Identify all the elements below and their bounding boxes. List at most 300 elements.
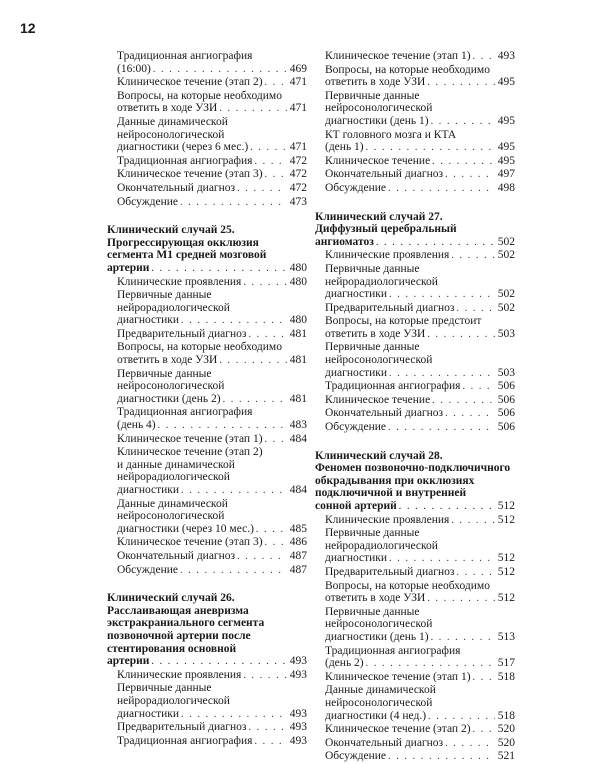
toc-page-number: 480 [289, 314, 307, 327]
toc-entry-text: Клиническое течение (этап 3) [117, 168, 263, 181]
toc-page-number: 502 [497, 301, 515, 314]
toc-entry-row [117, 276, 307, 290]
toc-entry-row [117, 155, 307, 169]
toc-entry-row [325, 737, 515, 751]
toc-entry [325, 64, 515, 90]
toc-entry-row [117, 721, 307, 735]
dot-leader [451, 250, 495, 263]
toc-entry-row [325, 750, 515, 764]
toc-page-number: 512 [497, 565, 515, 578]
toc-page-number: 506 [497, 393, 515, 406]
toc-entry-text: Первичные данные [117, 367, 212, 380]
dot-leader [180, 565, 287, 578]
toc-page-number: 481 [289, 327, 307, 340]
toc-page-number: 487 [289, 549, 307, 562]
toc-entry-text: нейросонологической [117, 128, 225, 141]
toc-entry-text: нейрорадиологической [325, 275, 438, 288]
toc-entry-text: нейросонологической [325, 696, 433, 709]
toc-page-number: 497 [497, 168, 515, 181]
toc-entry-text: Вопросы, на которые необходимо [325, 63, 490, 76]
toc-page-number: 473 [289, 195, 307, 208]
dot-leader [473, 724, 495, 737]
toc-entry [325, 263, 515, 302]
toc-entry [117, 550, 307, 564]
toc-entry-text: Обсуждение [117, 195, 179, 208]
toc-entry-row [325, 407, 515, 421]
toc-entry-text: диагностики (день 1) [325, 630, 429, 643]
toc-entry-text: сонной артерий [315, 500, 397, 512]
toc-page-number: 512 [497, 513, 515, 526]
toc-entry-text: Первичные данные [117, 682, 212, 695]
toc-entry [325, 90, 515, 129]
toc-entry [117, 669, 307, 683]
toc-entry-text: диагностики [325, 552, 388, 565]
toc-entry-text: нейрорадиологической [117, 301, 230, 314]
toc-page-number: 512 [497, 592, 515, 605]
toc-case-heading [315, 211, 515, 250]
toc-page-number: 502 [497, 235, 515, 248]
dot-leader [376, 237, 495, 250]
toc-page-number: 512 [497, 552, 515, 565]
toc-entry-row [325, 328, 515, 342]
toc-page-number: 484 [289, 432, 307, 445]
toc-entry-row [117, 669, 307, 683]
dot-leader [445, 169, 495, 182]
toc-page-number: 472 [289, 168, 307, 181]
toc-entry-text: Окончательный диагноз [325, 407, 444, 420]
toc-entry [117, 498, 307, 537]
dot-leader [237, 183, 287, 196]
toc-left-column [107, 50, 307, 748]
toc-entry-text: Вопросы, на которые предстоит [325, 315, 482, 328]
toc-entry-text: ответить в ходе УЗИ [325, 327, 426, 340]
toc-page-number: 517 [497, 657, 515, 670]
toc-entry-row [117, 550, 307, 564]
toc-entry-row [117, 354, 307, 368]
toc-entry-row [325, 671, 515, 685]
toc-entry [117, 168, 307, 182]
toc-entry-text: Вопросы, на которые необходимо [117, 89, 282, 102]
toc-entry-text: Вопросы, на которые необходимо [117, 341, 282, 354]
dot-leader [388, 751, 495, 764]
toc-entry [117, 446, 307, 497]
toc-entry [325, 315, 515, 341]
toc-entry-text: Окончательный диагноз [325, 168, 444, 181]
toc-entry-text: Обсуждение [325, 750, 387, 763]
toc-entry [325, 341, 515, 380]
toc-entry-text: Феномен позвоночно-подключичного [315, 462, 511, 475]
toc-entry-text: подключичной и внутренней [315, 487, 467, 500]
toc-entry-row [117, 419, 307, 433]
dot-leader [445, 738, 495, 751]
toc-entry-text: артерии [107, 655, 150, 668]
toc-entry-row [117, 536, 307, 550]
toc-page-number: 493 [289, 721, 307, 734]
toc-entry-row [117, 328, 307, 342]
toc-entry-text: нейрорадиологической [117, 471, 230, 484]
toc-entry [117, 76, 307, 90]
toc-entry-text: КТ головного мозга и КТА [325, 128, 457, 141]
dot-leader [432, 156, 495, 169]
toc-entry-text: Предварительный диагноз [117, 721, 247, 734]
toc-entry-text: нейросонологической [325, 618, 433, 631]
toc-page-number: 493 [289, 734, 307, 747]
dot-leader [473, 672, 495, 685]
toc-page-number: 485 [289, 522, 307, 535]
toc-page-number: 520 [497, 723, 515, 736]
toc-entry [117, 536, 307, 550]
toc-entry-row [325, 710, 515, 724]
toc-entry-text: обкрадывания при окклюзиях [315, 474, 475, 487]
toc-entry-row [325, 514, 515, 528]
toc-entry-text: диагностики [117, 314, 180, 327]
dot-leader [181, 485, 287, 498]
toc-entry-text: Диффузный церебральный [315, 223, 457, 236]
toc-page-number: 481 [289, 392, 307, 405]
toc-entry-text: Традиционная ангиография [117, 406, 253, 419]
toc-page-number: 520 [497, 736, 515, 749]
dot-leader [427, 329, 495, 342]
toc-entry-text: диагностики (4 нед.) [325, 709, 427, 722]
dot-leader [181, 709, 287, 722]
toc-entry-text: диагностики [325, 288, 388, 301]
toc-entry [117, 90, 307, 116]
toc-entry [325, 684, 515, 723]
toc-entry-text: Окончательный диагноз [117, 549, 236, 562]
toc-page-number: 471 [289, 102, 307, 115]
dot-leader [254, 736, 287, 749]
toc-entry-text: Предварительный диагноз [117, 327, 247, 340]
toc-entry [117, 368, 307, 407]
dot-leader [237, 551, 287, 564]
toc-entry-text: и данные динамической [117, 458, 235, 471]
toc-entry [325, 750, 515, 764]
toc-entry-text: нейросонологической [117, 380, 225, 393]
toc-page-number: 506 [497, 407, 515, 420]
toc-entry [117, 682, 307, 721]
toc-page-number: 503 [497, 327, 515, 340]
dot-leader [462, 381, 495, 394]
toc-entry-text: Обсуждение [325, 181, 387, 194]
toc-entry [117, 116, 307, 155]
toc-entry-text: Окончательный диагноз [325, 736, 444, 749]
toc-entry-text: ответить в ходе УЗИ [117, 354, 218, 367]
dot-leader [456, 567, 495, 580]
toc-page-number: 480 [289, 261, 307, 274]
toc-entry-row [315, 500, 515, 514]
toc-entry-text: ответить в ходе УЗИ [325, 76, 426, 89]
dot-leader [389, 289, 495, 302]
toc-entry [117, 196, 307, 210]
toc-page-number: 502 [497, 288, 515, 301]
toc-entry-row [325, 394, 515, 408]
dot-leader [388, 183, 495, 196]
dot-leader [456, 303, 495, 316]
toc-page-number: 471 [289, 76, 307, 89]
toc-entry-text: ответить в ходе УЗИ [325, 592, 426, 605]
toc-entry [325, 645, 515, 671]
dot-leader [389, 368, 495, 381]
dot-leader [428, 711, 495, 724]
toc-entry-text: Клиническое течение (этап 2) [117, 446, 263, 459]
toc-entry [325, 421, 515, 435]
toc-entry [325, 182, 515, 196]
toc-entry-text: Клинический случай 28. [315, 449, 443, 462]
toc-page-number: 521 [497, 750, 515, 763]
toc-entry-row [325, 155, 515, 169]
toc-entry-text: (день 4) [117, 419, 156, 432]
toc-entry-row [117, 102, 307, 116]
toc-entry-row [325, 380, 515, 394]
dot-leader [427, 593, 495, 606]
toc-entry-row [325, 76, 515, 90]
toc-entry-row [117, 735, 307, 749]
toc-page-number: 495 [497, 141, 515, 154]
toc-entry-row [117, 141, 307, 155]
toc-entry-text: диагностики (день 2) [117, 392, 221, 405]
toc-entry-row [325, 723, 515, 737]
toc-page-number: 495 [497, 154, 515, 167]
toc-entry-text: Клиническое течение (этап 1) [325, 50, 471, 62]
toc-page-number: 495 [497, 114, 515, 127]
toc-entry-text: Прогрессирующая окклюзия [107, 236, 259, 249]
toc-entry [325, 129, 515, 155]
dot-leader [265, 537, 287, 550]
toc-entry [117, 155, 307, 169]
toc-entry-text: нейросонологической [117, 510, 225, 523]
toc-entry-row [117, 708, 307, 722]
toc-entry-text: позвоночной артерии после [107, 629, 251, 642]
toc-entry [117, 289, 307, 328]
toc-entry-text: диагностики [117, 484, 180, 496]
toc-entry [325, 302, 515, 316]
toc-entry-text: (16:00) [117, 62, 151, 75]
toc-entry-text: Окончательный диагноз [117, 181, 236, 194]
toc-entry-row [117, 76, 307, 90]
toc-entry-row [315, 236, 515, 250]
toc-entry-row [117, 523, 307, 537]
dot-leader [431, 116, 495, 129]
toc-entry-row [325, 657, 515, 671]
toc-entry-text: Традиционная ангиография [117, 734, 253, 747]
toc-case-heading [107, 224, 307, 275]
toc-entry [325, 723, 515, 737]
toc-entry-text: Обсуждение [117, 563, 179, 576]
toc-page-number: 506 [497, 421, 515, 434]
toc-entry-text: Клинический случай 26. [107, 592, 235, 605]
dot-leader [445, 408, 495, 421]
toc-entry [325, 380, 515, 394]
toc-entry-text: Клиническое течение (этап 1) [117, 432, 263, 445]
toc-entry [117, 406, 307, 432]
toc-page-number: 480 [289, 275, 307, 288]
toc-entry-row [117, 564, 307, 578]
dot-leader [219, 103, 287, 116]
toc-page-number: 498 [497, 181, 515, 194]
toc-entry [117, 564, 307, 578]
toc-entry-row [325, 182, 515, 196]
dot-leader [248, 329, 287, 342]
dot-leader [151, 263, 287, 276]
dot-leader [399, 501, 495, 514]
toc-page-number: 487 [289, 563, 307, 576]
toc-page-number: 506 [497, 380, 515, 393]
toc-entry [325, 566, 515, 580]
dot-leader [432, 395, 495, 408]
toc-entry-text: стентирования основной [107, 642, 237, 655]
toc-entry-row [325, 367, 515, 381]
toc-entry-row [107, 655, 307, 669]
toc-entry [117, 276, 307, 290]
toc-page-number: 493 [497, 50, 515, 62]
dot-leader [219, 355, 287, 368]
toc-entry-text: (день 2) [325, 657, 364, 670]
dot-leader [243, 670, 287, 683]
toc-entry-text: Данные динамической [325, 684, 436, 697]
toc-page-number: 472 [289, 181, 307, 194]
toc-entry [325, 50, 515, 64]
toc-entry-row [117, 484, 307, 498]
dot-leader [431, 632, 495, 645]
toc-entry-row [325, 302, 515, 316]
toc-entry-text: Первичные данные [325, 527, 420, 540]
toc-entry [117, 433, 307, 447]
toc-entry-row [325, 421, 515, 435]
toc-entry-row [325, 141, 515, 155]
toc-entry [325, 527, 515, 566]
toc-entry-row [325, 288, 515, 302]
toc-entry-text: Первичные данные [117, 289, 212, 302]
toc-case-heading [107, 592, 307, 669]
dot-leader [158, 420, 287, 433]
toc-entry-text: Традиционная ангиография [117, 154, 253, 167]
toc-entry [117, 721, 307, 735]
toc-page-number: 493 [289, 707, 307, 720]
toc-entry-row [117, 433, 307, 447]
toc-entry-text: Клиническое течение (этап 1) [325, 670, 471, 683]
toc-entry-text: диагностики [325, 366, 388, 379]
toc-entry [117, 50, 307, 76]
toc-page-number: 472 [289, 154, 307, 167]
toc-entry-text: Клиническое течение [325, 154, 431, 167]
dot-leader [151, 656, 287, 669]
toc-page-number: 518 [497, 709, 515, 722]
toc-entry-text: ответить в ходе УЗИ [117, 102, 218, 115]
toc-entry-text: Первичные данные [325, 262, 420, 275]
toc-entry [325, 514, 515, 528]
toc-entry [325, 580, 515, 606]
toc-right-column [315, 50, 515, 764]
toc-entry-text: Клинические проявления [117, 668, 242, 681]
toc-entry-text: Клиническое течение (этап 2) [117, 76, 263, 89]
dot-leader [265, 77, 287, 90]
toc-entry-text: Первичные данные [325, 341, 420, 354]
toc-entry-text: сегмента М1 средней мозговой [107, 249, 267, 262]
toc-entry-row [325, 249, 515, 263]
toc-entry [117, 735, 307, 749]
toc-entry-row [117, 168, 307, 182]
toc-page-number: 512 [497, 500, 515, 512]
toc-entry-row [117, 314, 307, 328]
dot-leader [248, 722, 287, 735]
dot-leader [366, 142, 495, 155]
toc-entry [325, 249, 515, 263]
toc-entry [325, 671, 515, 685]
toc-entry-text: Вопросы, на которые необходимо [325, 579, 490, 592]
toc-page-number: 471 [289, 141, 307, 154]
toc-page-number: 513 [497, 630, 515, 643]
toc-entry-text: нейрорадиологической [117, 694, 230, 707]
toc-entry-text: диагностики (день 1) [325, 114, 429, 127]
toc-entry [325, 407, 515, 421]
toc-page-number: 486 [289, 536, 307, 549]
toc-entry-text: Клиническое течение (этап 2) [325, 723, 471, 736]
toc-entry-text: Предварительный диагноз [325, 301, 455, 314]
toc-page-number: 483 [289, 419, 307, 432]
dot-leader [265, 169, 287, 182]
dot-leader [473, 51, 495, 64]
toc-entry-row [325, 168, 515, 182]
dot-leader [153, 64, 287, 77]
toc-entry-text: Клинический случай 27. [315, 210, 443, 223]
toc-entry-text: экстракраниального сегмента [107, 617, 265, 630]
toc-entry-text: Клинические проявления [325, 513, 450, 526]
dot-leader [181, 315, 287, 328]
toc-entry-text: (день 1) [325, 141, 364, 154]
toc-entry-text: нейросонологической [325, 102, 433, 115]
toc-entry-text: нейросонологической [325, 354, 433, 367]
toc-entry [117, 341, 307, 367]
dot-leader [223, 394, 287, 407]
toc-entry-row [325, 115, 515, 129]
toc-entry-text: Данные динамической [117, 497, 228, 510]
toc-entry-text: Традиционная ангиография [325, 644, 461, 657]
toc-page-number: 503 [497, 366, 515, 379]
dot-leader [366, 658, 495, 671]
toc-entry-text: Клинические проявления [117, 275, 242, 288]
toc-entry-text: Обсуждение [325, 421, 387, 434]
toc-entry-row [117, 63, 307, 77]
toc-page-number: 495 [497, 76, 515, 89]
toc-entry-text: Клиническое течение (этап 3) [117, 536, 263, 549]
toc-entry-row [325, 50, 515, 64]
toc-entry [325, 168, 515, 182]
toc-entry [325, 394, 515, 408]
toc-entry-text: Первичные данные [325, 605, 420, 618]
toc-entry-row [107, 262, 307, 276]
toc-entry [117, 328, 307, 342]
dot-leader [256, 524, 287, 537]
dot-leader [427, 77, 495, 90]
toc-page-number: 493 [289, 668, 307, 681]
dot-leader [265, 434, 287, 447]
dot-leader [250, 142, 287, 155]
toc-entry-text: диагностики [117, 707, 180, 720]
toc-entry-text: диагностики (через 10 мес.) [117, 522, 254, 535]
dot-leader [180, 197, 287, 210]
dot-leader [254, 156, 287, 169]
toc-entry-text: нейрорадиологической [325, 539, 438, 552]
toc-entry-text: Клинические проявления [325, 249, 450, 262]
toc-entry-row [325, 631, 515, 645]
toc-entry [325, 155, 515, 169]
toc-entry-row [325, 566, 515, 580]
toc-case-heading [315, 450, 515, 514]
toc-entry-text: Первичные данные [325, 89, 420, 102]
toc-entry-text: ангиоматоз [315, 235, 374, 248]
toc-entry-row [117, 393, 307, 407]
toc-entry-text: Данные динамической [117, 115, 228, 128]
